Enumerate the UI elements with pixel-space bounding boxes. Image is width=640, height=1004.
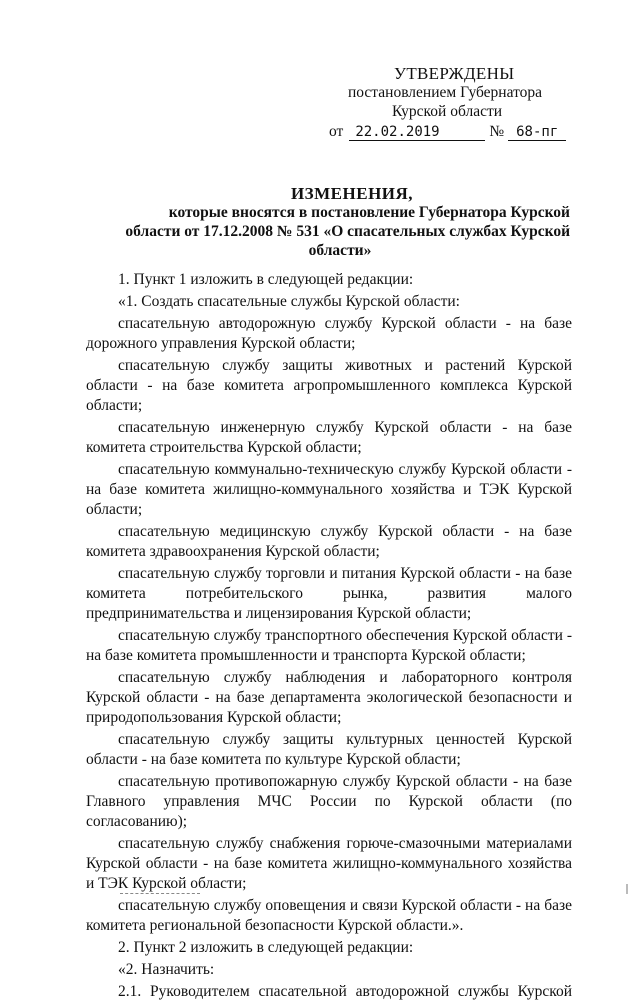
paragraph-item: «1. Создать спасательные службы Курской области: [118, 293, 460, 310]
paragraph-item: 2.1. Руководителем спасательной автодорожной службы Курской [118, 983, 572, 1000]
approval-title: УТВЕРЖДЕНЫ [394, 64, 515, 83]
heading-line-1: которые вносятся в постановление Губернатора Курской [168, 204, 570, 221]
footer-divider [120, 893, 200, 894]
approval-decree-line: постановлением Губернатора [348, 84, 543, 101]
paragraph-item: спасательную службу снабжения горюче-смазочными материалами Курской области - на базе комитета жилищно-коммунального хозяйства и ТЭК Курской области; [86, 835, 572, 892]
paragraph-item: спасательную медицинскую службу Курской области - на базе комитета здравоохранения Курской области; [86, 523, 572, 560]
approval-number-label: № [489, 123, 505, 140]
paragraph-item: спасательную службу транспортного обеспечения Курской области - на базе комитета промышленности и транспорта Курской области; [86, 627, 572, 664]
approval-date-number-line [320, 122, 580, 141]
paragraph-item: спасательную службу наблюдения и лабораторного контроля Курской области - на базе департамента экологической безопасности и природопользования Курской области; [86, 669, 572, 726]
paragraph-item: спасательную службу оповещения и связи Курской области - на базе комитета региональной безопасности Курской области.». [86, 897, 572, 934]
heading-line-3: области» [308, 242, 372, 259]
paragraph-item: 1. Пункт 1 изложить в следующей редакции: [118, 271, 414, 288]
approval-block [320, 64, 580, 141]
paragraph-item: спасательную службу защиты животных и растений Курской области - на базе комитета агропромышленного комплекса Курской области; [86, 357, 572, 414]
scan-mark [626, 884, 628, 894]
paragraph-item: спасательную службу защиты культурных ценностей Курской области - на базе комитета по культуре Курской области; [86, 731, 572, 768]
approval-number: 68-пг [508, 124, 566, 141]
paragraph-item: спасательную коммунально-техническую службу Курской области - на базе комитета жилищно-коммунального хозяйства и ТЭК Курской области; [86, 461, 572, 518]
paragraph-item: спасательную инженерную службу Курской области - на базе комитета строительства Курской области; [86, 419, 572, 456]
approval-from-label: от [329, 123, 344, 140]
heading-title: ИЗМЕНЕНИЯ, [290, 184, 414, 203]
paragraph-item: спасательную автодорожную службу Курской области - на базе дорожного управления Курской области; [86, 315, 572, 352]
paragraph-item: 2. Пункт 2 изложить в следующей редакции: [118, 939, 414, 956]
heading-line-2: области от 17.12.2008 № 531 «О спасательных службах Курской [125, 223, 570, 240]
paragraph-item: «2. Назначить: [118, 961, 215, 978]
paragraph-item: спасательную службу торговли и питания Курской области - на базе комитета потребительского рынка, развития малого предпринимательства и лицензирования Курской области; [86, 565, 572, 622]
approval-region-line: Курской области [392, 103, 503, 120]
paragraph-item: спасательную противопожарную службу Курской области - на базе Главного управления МЧС России по Курской области (по согласованию); [86, 773, 572, 830]
approval-date: 22.02.2019 [349, 124, 485, 141]
document-heading [110, 184, 570, 260]
